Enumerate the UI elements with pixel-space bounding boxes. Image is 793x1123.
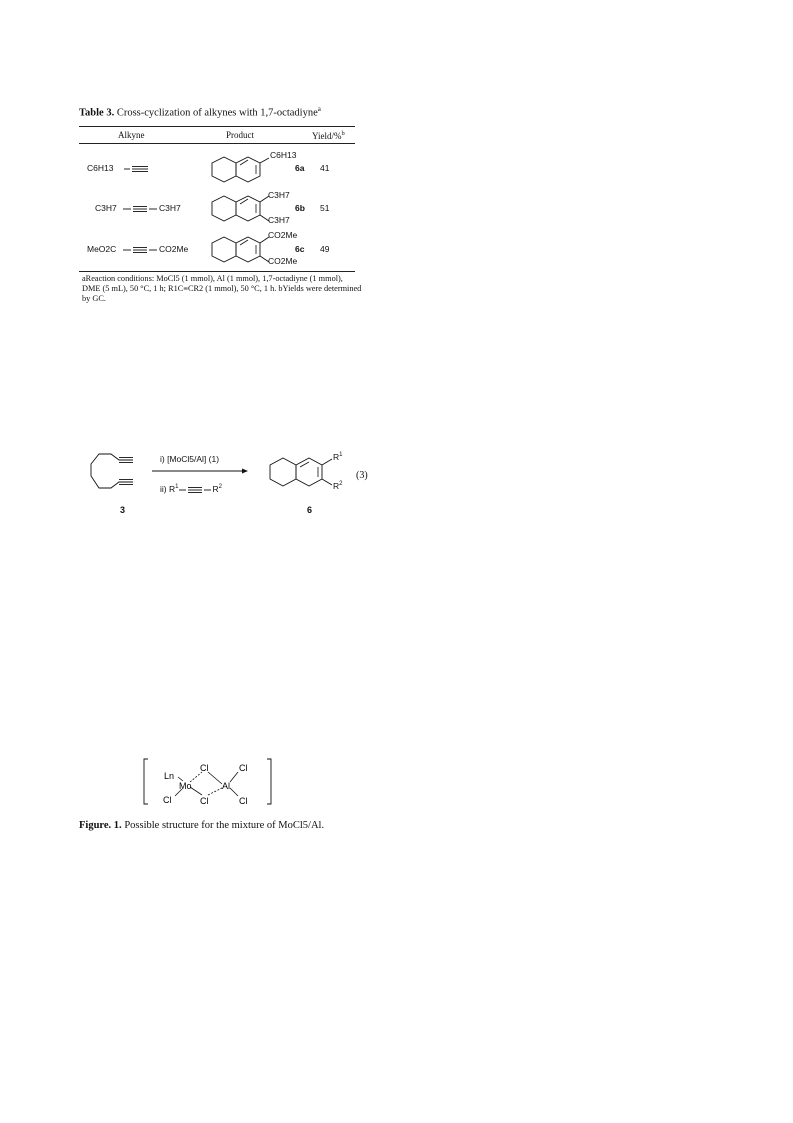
atom-mo: Mo bbox=[179, 781, 192, 791]
table-top-rule bbox=[79, 126, 355, 127]
reactant-label: 3 bbox=[120, 505, 126, 515]
product-r1-text: R bbox=[333, 452, 340, 462]
row-6a-sub-top: C6H13 bbox=[270, 150, 297, 160]
product-r1-label bbox=[333, 452, 342, 462]
product-label: 6 bbox=[307, 505, 313, 515]
row-6c-alkyne-right: CO2Me bbox=[159, 244, 189, 254]
atom-cl-bridge-bottom: Cl bbox=[200, 796, 209, 806]
product-r2-label bbox=[333, 481, 342, 491]
row-6b-id: 6b bbox=[295, 203, 305, 213]
atom-cl-al-bottom: Cl bbox=[239, 796, 248, 806]
scheme-step2-prefix: ii) R bbox=[160, 484, 176, 494]
row-6a-alkyne-bond bbox=[122, 163, 150, 175]
reaction-arrow bbox=[150, 466, 250, 476]
scheme-step2-r2: R bbox=[212, 484, 219, 494]
table-footnote: aReaction conditions: MoCl5 (1 mmol), Al (1 mmol), 1,7-octadiyne (1 mmol), DME (5 mL), 50 °C, 1 h; R1C≡CR2 (1 mmol), 50 °C, 1 h. bYields were determined by GC. bbox=[82, 274, 362, 303]
table-caption-text: Cross-cyclization of alkynes with 1,7-octadiyne bbox=[116, 107, 318, 119]
product-tetrahydronaphthalene-structure bbox=[262, 448, 342, 498]
header-yield bbox=[312, 130, 345, 141]
scheme-step2-sup2: 2 bbox=[218, 484, 222, 491]
atom-ln: Ln bbox=[164, 771, 175, 781]
row-6b-alkyne-left: C3H7 bbox=[95, 203, 117, 213]
atom-cl-al-top: Cl bbox=[239, 763, 248, 773]
product-r1-sup: 1 bbox=[339, 452, 343, 459]
row-6c-sub-top: CO2Me bbox=[268, 230, 298, 240]
product-r2-text: R bbox=[333, 481, 340, 491]
table-caption bbox=[79, 105, 321, 119]
scheme-step2-label bbox=[160, 484, 222, 494]
atom-al: Al bbox=[222, 781, 231, 791]
row-6a-alkyne-left: C6H13 bbox=[87, 163, 114, 173]
triple-bond-glyph bbox=[178, 486, 212, 494]
table-label: Table 3. bbox=[79, 107, 115, 119]
row-6a-yield: 41 bbox=[320, 163, 330, 173]
row-6c-sub-bottom: CO2Me bbox=[268, 256, 298, 266]
figure-caption bbox=[79, 820, 324, 831]
equation-number: (3) bbox=[356, 470, 368, 481]
header-product: Product bbox=[226, 130, 254, 140]
table-bottom-rule bbox=[79, 271, 355, 272]
header-yield-footnote-mark: b bbox=[341, 130, 345, 137]
row-6c-alkyne-bond bbox=[121, 244, 159, 256]
mo-al-complex-structure bbox=[142, 757, 277, 807]
atom-cl-mo-bottom: Cl bbox=[163, 795, 172, 805]
row-6b-alkyne-right: C3H7 bbox=[159, 203, 181, 213]
row-6c-yield: 49 bbox=[320, 244, 330, 254]
scheme-step2-sup1: 1 bbox=[175, 484, 179, 491]
table-header-rule bbox=[79, 143, 355, 144]
header-alkyne: Alkyne bbox=[118, 130, 145, 140]
row-6b-sub-top: C3H7 bbox=[268, 190, 290, 200]
header-yield-text: Yield/% bbox=[312, 131, 342, 141]
figure-label: Figure. 1. bbox=[79, 820, 122, 831]
row-6c-id: 6c bbox=[295, 244, 305, 254]
row-6b-yield: 51 bbox=[320, 203, 330, 213]
row-6b-alkyne-bond bbox=[121, 203, 159, 215]
row-6b-sub-bottom: C3H7 bbox=[268, 215, 290, 225]
row-6a-id: 6a bbox=[295, 163, 305, 173]
figure-caption-text: Possible structure for the mixture of MoCl5/Al. bbox=[124, 820, 325, 831]
product-r2-sup: 2 bbox=[339, 481, 343, 488]
row-6c-alkyne-left: MeO2C bbox=[87, 244, 117, 254]
reactant-octadiyne-structure bbox=[85, 448, 145, 498]
table-caption-footnote-mark: a bbox=[317, 105, 321, 113]
scheme-step1-label: i) [MoCl5/Al] (1) bbox=[160, 454, 220, 464]
atom-cl-bridge-top: Cl bbox=[200, 763, 209, 773]
